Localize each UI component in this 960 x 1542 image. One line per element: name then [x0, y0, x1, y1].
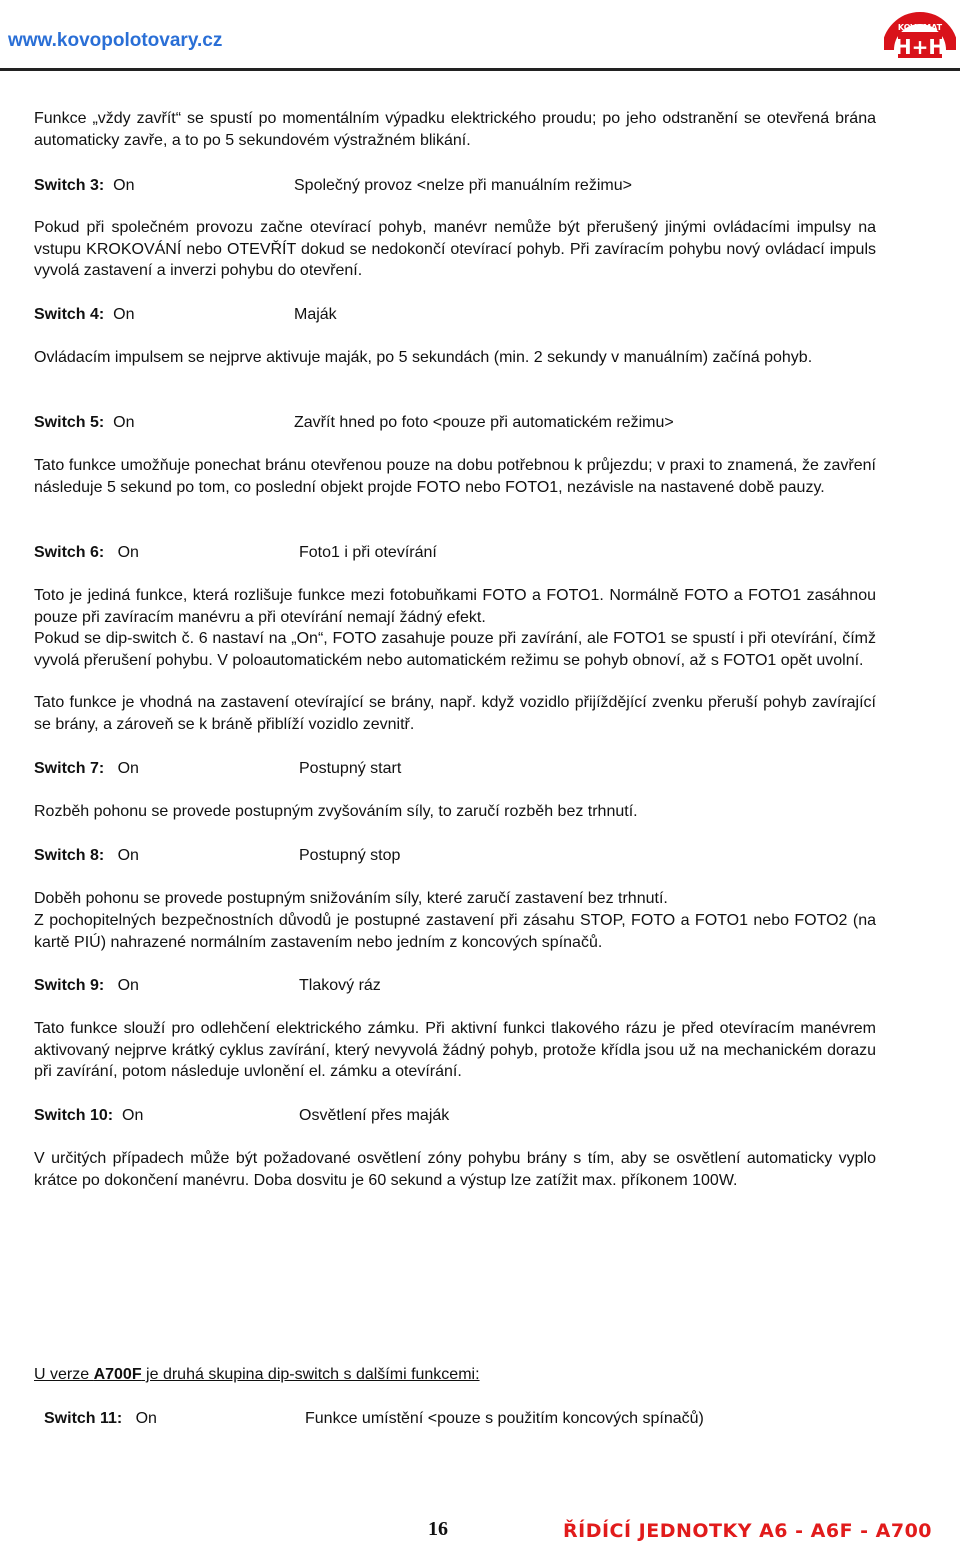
- switch-6-title: Foto1 i při otevírání: [299, 544, 437, 561]
- kovomat-logo: [884, 4, 956, 60]
- switch-8-description-2: Z pochopitelných bezpečnostních důvodů je postupné zastavení při zásahu STOP, FOTO a FOTO1 nebo FOTO2 (na kartě PIÚ) nahrazené normálním zastavením nebo jedním z koncových spínačů.: [34, 912, 876, 951]
- switch-4-title: Maják: [294, 306, 337, 323]
- switch-5-label: Switch 5: On: [34, 414, 135, 431]
- site-url-link[interactable]: www.kovopolotovary.cz: [8, 30, 223, 51]
- switch-7-label: Switch 7: On: [34, 760, 139, 777]
- switch-4-description: Ovládacím impulsem se nejprve aktivuje maják, po 5 sekundách (min. 2 sekundy v manuálním) začíná pohyb.: [34, 349, 813, 366]
- switch-8-title: Postupný stop: [299, 847, 401, 864]
- switch-9-title: Tlakový ráz: [299, 977, 381, 994]
- switch-11-label: Switch 11: On: [44, 1410, 157, 1427]
- switch-8-label: Switch 8: On: [34, 847, 139, 864]
- switch-9-label: Switch 9: On: [34, 977, 139, 994]
- switch-6-description-2: Pokud se dip-switch č. 6 nastaví na „On“, FOTO zasahuje pouze při zavírání, ale FOTO1 se spustí i při otevírání, čímž vyvolá přerušení pohybu. V poloautomatickém nebo automatickém režimu se pohyb obnoví, až s FOTO1 opět uvolní.: [34, 630, 876, 669]
- switch-4-label: Switch 4: On: [34, 306, 135, 323]
- switch-10-label: Switch 10: On: [34, 1107, 144, 1124]
- svg-text:KOVOMAT: KOVOMAT: [897, 23, 943, 32]
- switch-5-description: Tato funkce umožňuje ponechat bránu otevřenou pouze na dobu potřebnou k průjezdu; v praxi to znamená, že zavření následuje 5 sekund po tom, co poslední objekt projde FOTO nebo FOTO1, nezávisle na nastavené době pauzy.: [34, 457, 876, 496]
- switch-6-description: Toto je jediná funkce, která rozlišuje funkce mezi fotobuňkami FOTO a FOTO1. Normálně FOTO a FOTO1 zasáhnou pouze při zavíracím manévru a při otevírání nemají žádný efekt.: [34, 587, 876, 626]
- switch-6-description-3: Tato funkce je vhodná na zastavení otevírající se brány, např. když vozidlo přijíždějící zvenku přeruší pohyb zavírající se brány, a zároveň se k bráně přiblíží vozidlo zevnitř.: [34, 694, 876, 733]
- switch-5-title: Zavřít hned po foto <pouze při automatickém režimu>: [294, 414, 674, 431]
- switch-3-title: Společný provoz <nelze při manuálním režimu>: [294, 177, 632, 194]
- switch-6-label: Switch 6: On: [34, 544, 139, 561]
- switch-9-description: Tato funkce slouží pro odlehčení elektrického zámku. Při aktivní funkci tlakového rázu je před otevíracím manévrem aktivovaný nejprve krátký cyklus zavírání, který nevyvolá žádný pohyb, protože křídla jsou už na mechanickém dorazu při zavírání, potom následuje uvlonění el. zámku a otevírání.: [34, 1020, 876, 1080]
- switch-10-description: V určitých případech může být požadované osvětlení zóny pohybu brány s tím, aby se osvětlení automaticky vyplo krátce po dokončení manévru. Doba dosvitu je 60 sekund a výstup lze zatížit max. příkonem 100W.: [34, 1150, 876, 1189]
- svg-text:H+H: H+H: [894, 35, 946, 59]
- page-number: 16: [428, 1518, 448, 1540]
- a700f-section-heading: U verze A700F je druhá skupina dip-switch s dalšími funkcemi:: [34, 1366, 480, 1383]
- intro-paragraph: Funkce „vždy zavřít“ se spustí po momentálním výpadku elektrického proudu; po jeho odstranění se otevřená brána automaticky zavře, a to po 5 sekundovém výstražném blikání.: [34, 110, 876, 149]
- switch-8-description: Doběh pohonu se provede postupným snižováním síly, které zaručí zastavení bez trhnutí.: [34, 890, 668, 907]
- footer-title: ŘÍDÍCÍ JEDNOTKY A6 - A6F - A700: [563, 1520, 933, 1542]
- switch-10-title: Osvětlení přes maják: [299, 1107, 450, 1124]
- switch-11-title: Funkce umístění <pouze s použitím koncových spínačů): [305, 1410, 704, 1427]
- switch-3-description: Pokud při společném provozu začne otevírací pohyb, manévr nemůže být přerušený jinými ovládacími impulsy na vstupu KROKOVÁNÍ nebo OTEVŘÍT dokud se nedokončí otevírací pohyb. Při zavíracím pohybu nový ovládací impuls vyvolá zastavení a inverzi pohybu do otevření.: [34, 219, 876, 279]
- switch-7-title: Postupný start: [299, 760, 402, 777]
- header-rule: [0, 68, 960, 71]
- switch-7-description: Rozběh pohonu se provede postupným zvyšováním síly, to zaručí rozběh bez trhnutí.: [34, 803, 638, 820]
- switch-3-label: Switch 3: On: [34, 177, 135, 194]
